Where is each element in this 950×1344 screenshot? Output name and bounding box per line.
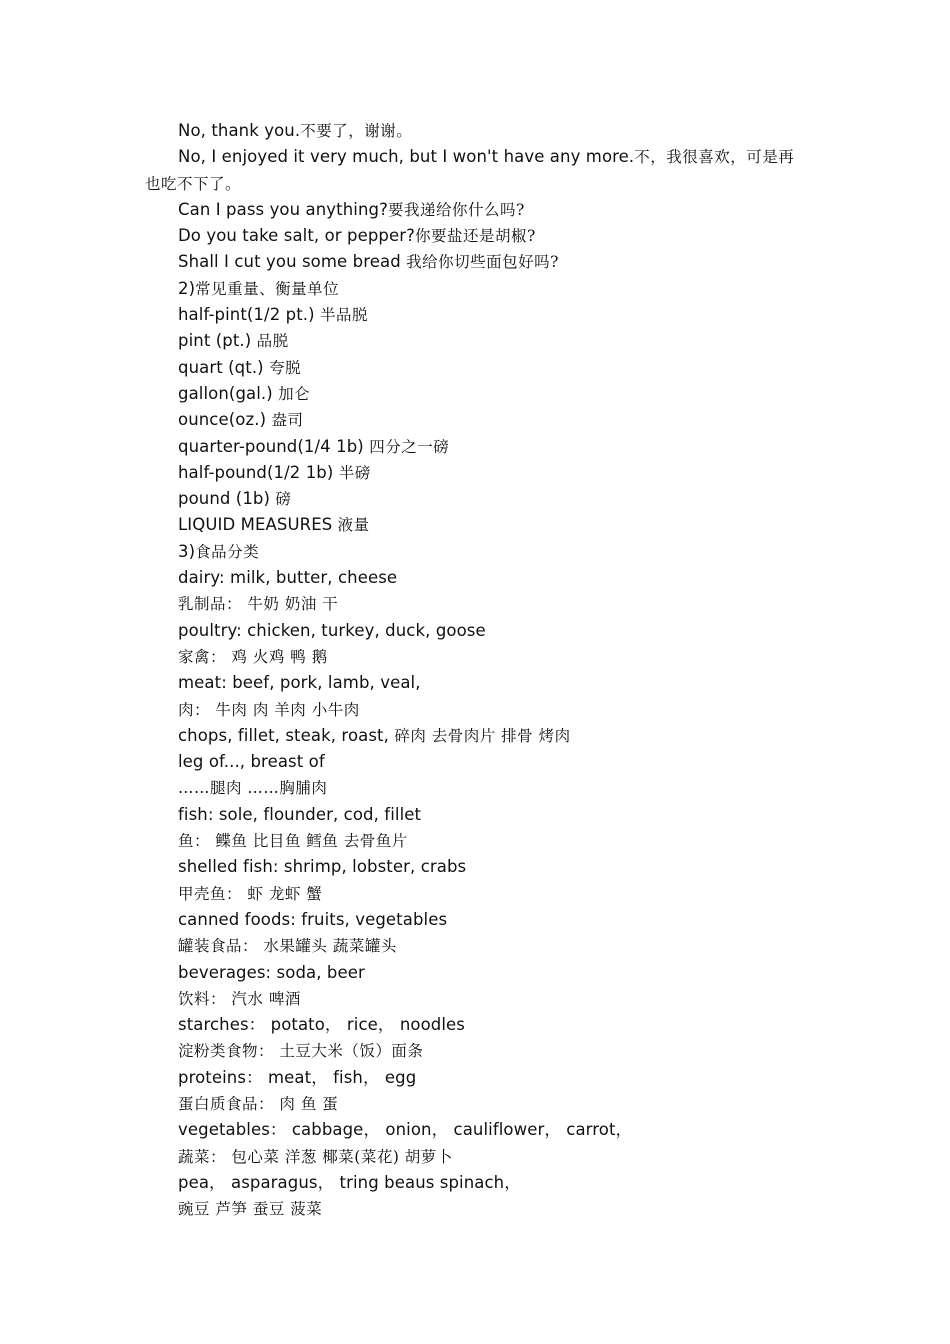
english-text: Do you take salt, or pepper? [178, 226, 415, 246]
english-text: Can I pass you anything? [178, 199, 388, 219]
text-line [145, 1117, 815, 1143]
text-line [145, 1091, 815, 1117]
chinese-text: 饮料： 汽水 啤酒 [178, 989, 301, 1008]
text-line [145, 328, 815, 354]
chinese-text: 盎司 [271, 411, 304, 430]
english-text: pint (pt.) [178, 331, 257, 351]
english-text: starches： potato， rice， noodles [178, 1015, 465, 1035]
text-line [145, 644, 815, 670]
english-text: chops, fillet, steak, roast, [178, 725, 395, 745]
english-text: quart (qt.) [178, 357, 270, 377]
english-text: dairy: milk, butter, cheese [178, 568, 398, 588]
chinese-text: 罐装食品： 水果罐头 蔬菜罐头 [178, 937, 397, 956]
text-line [145, 460, 815, 486]
chinese-text: 不要了，谢谢。 [300, 122, 413, 140]
text-line [145, 355, 815, 381]
english-text: Shall I cut you some bread [178, 252, 407, 272]
text-line [145, 828, 815, 854]
text-line [145, 197, 815, 223]
chinese-text: 也吃不下了。 [145, 174, 242, 193]
english-text: ounce(oz.) [178, 410, 272, 430]
chinese-text: 品脱 [256, 332, 289, 351]
document-body [145, 118, 815, 1222]
text-line [145, 1144, 815, 1170]
english-text: canned foods: fruits, vegetables [178, 909, 448, 929]
chinese-text: 你要盐还是胡椒? [415, 227, 536, 246]
english-text: pound (1b) [178, 489, 276, 509]
text-line [145, 434, 815, 460]
section-heading [145, 539, 815, 565]
chinese-text: 乳制品： 牛奶 奶油 干 [178, 595, 339, 614]
text-line [145, 1170, 815, 1196]
english-text: quarter-pound(1/4 1b) [178, 436, 370, 456]
section-heading [145, 276, 815, 302]
text-line [145, 933, 815, 959]
english-text: meat: beef, pork, lamb, veal, [178, 673, 421, 693]
chinese-text: 家禽： 鸡 火鸡 鸭 鹅 [178, 647, 328, 666]
text-line [145, 881, 815, 907]
text-line [145, 749, 815, 775]
english-text: 2) [178, 278, 196, 298]
chinese-text: 常见重量、衡量单位 [195, 279, 340, 298]
text-line [145, 1012, 815, 1038]
english-text: pea， asparagus， tring beaus spinach， [178, 1172, 521, 1192]
chinese-text: 液量 [337, 516, 370, 535]
english-text: No, I enjoyed it very much, but I won't have any more. [178, 147, 635, 167]
english-text: beverages: soda, beer [178, 962, 365, 982]
text-line [145, 407, 815, 433]
english-text: shelled fish: shrimp, lobster, crabs [178, 857, 467, 877]
text-line [145, 144, 815, 170]
chinese-text: ……腿肉 ……胸脯肉 [178, 779, 328, 798]
english-text: fish: sole, flounder, cod, fillet [178, 804, 422, 824]
text-line [145, 565, 815, 591]
text-line [145, 302, 815, 328]
chinese-text: 豌豆 芦笋 蚕豆 菠菜 [178, 1200, 323, 1219]
english-text: No, thank you. [178, 121, 301, 140]
english-text: gallon(gal.) [178, 383, 279, 403]
english-text: leg of..., breast of [178, 752, 325, 772]
chinese-text: 不，我很喜欢，可是再 [634, 148, 795, 167]
chinese-text: 四分之一磅 [369, 437, 450, 456]
text-line-continuation [145, 171, 815, 197]
chinese-text: 半品脱 [320, 306, 369, 325]
english-text: 3) [178, 541, 196, 561]
chinese-text: 甲壳鱼： 虾 龙虾 蟹 [178, 884, 323, 903]
text-line [145, 249, 815, 275]
english-text: vegetables： cabbage， onion， cauliflower， carrot， [178, 1120, 633, 1140]
text-line [145, 512, 815, 538]
chinese-text: 要我递给你什么吗? [387, 200, 525, 219]
text-line [145, 986, 815, 1012]
text-line [145, 381, 815, 407]
text-line [145, 775, 815, 801]
text-line [145, 907, 815, 933]
text-line [145, 854, 815, 880]
chinese-text: 蛋白质食品： 肉 鱼 蛋 [178, 1094, 339, 1113]
text-line [145, 697, 815, 723]
chinese-text: 夸脱 [269, 358, 302, 377]
chinese-text: 食品分类 [195, 542, 260, 561]
chinese-text: 鱼： 鲽鱼 比目鱼 鳕鱼 去骨鱼片 [178, 832, 408, 851]
text-line [145, 960, 815, 986]
english-text: half-pint(1/2 pt.) [178, 305, 321, 325]
text-line [145, 223, 815, 249]
text-line [145, 1065, 815, 1091]
chinese-text: 肉： 牛肉 肉 羊肉 小牛肉 [178, 700, 360, 719]
english-text: LIQUID MEASURES [178, 515, 338, 535]
chinese-text: 我给你切些面包好吗? [406, 253, 559, 272]
text-line [145, 486, 815, 512]
text-line [145, 618, 815, 644]
text-line [145, 670, 815, 696]
english-text: proteins： meat， fish， egg [178, 1067, 417, 1087]
english-text: poultry: chicken, turkey, duck, goose [178, 620, 486, 640]
text-line [145, 118, 815, 144]
chinese-text: 碎肉 去骨肉片 排骨 烤肉 [394, 726, 571, 745]
chinese-text: 淀粉类食物： 土豆大米（饭）面条 [178, 1042, 424, 1061]
text-line [145, 591, 815, 617]
chinese-text: 磅 [275, 490, 292, 509]
english-text: half-pound(1/2 1b) [178, 462, 339, 482]
text-line [145, 723, 815, 749]
text-line [145, 1196, 815, 1222]
text-line [145, 802, 815, 828]
chinese-text: 半磅 [338, 463, 371, 482]
chinese-text: 加仑 [278, 384, 311, 403]
text-line [145, 1038, 815, 1064]
chinese-text: 蔬菜： 包心菜 洋葱 椰菜(菜花) 胡萝卜 [178, 1147, 453, 1166]
